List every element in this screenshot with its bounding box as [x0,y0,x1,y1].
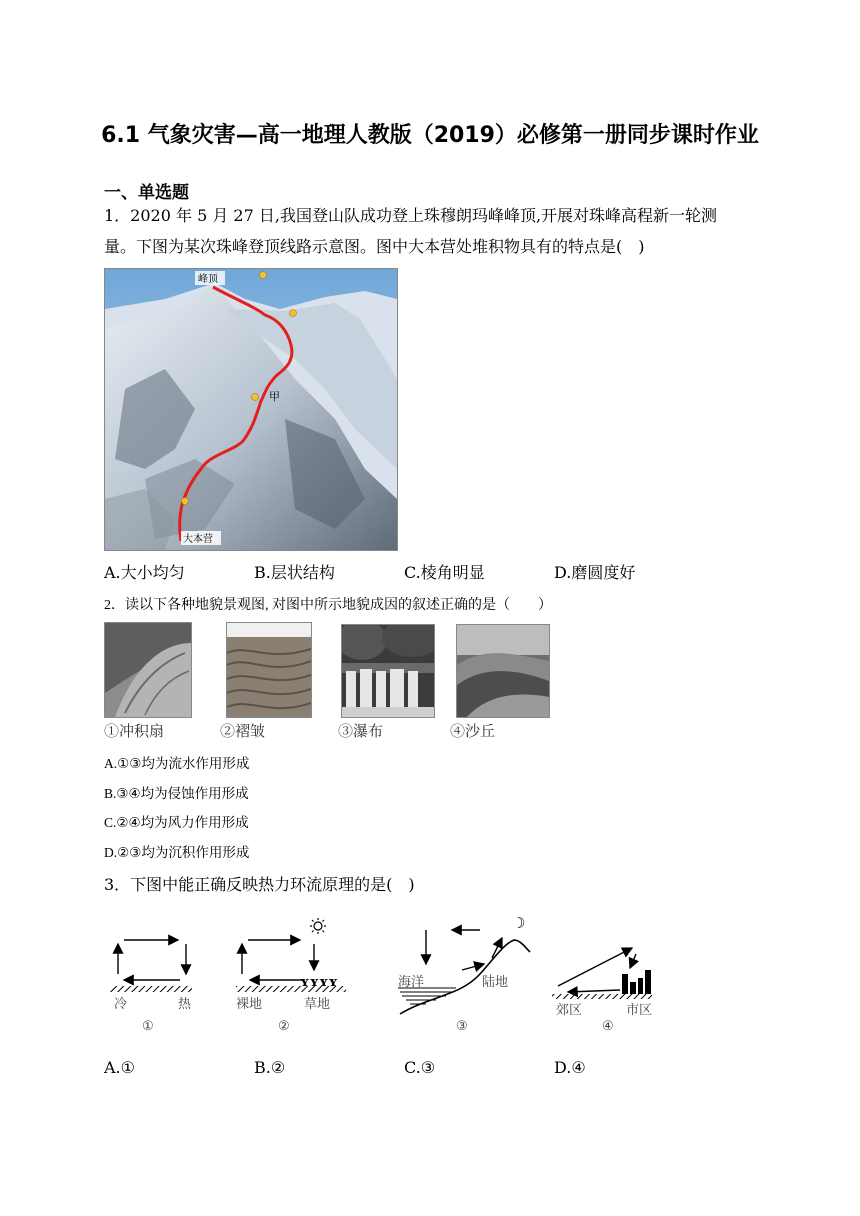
diagram-1-number: ① [142,1019,154,1034]
fold-image [227,623,311,717]
photo-fold [226,622,312,718]
diagram-2-right-label: 草地 [304,997,331,1012]
q3-option-b[interactable]: B.② [254,1058,286,1077]
q2-option-b[interactable]: B.③④均为侵蚀作用形成 [104,786,249,801]
page-title: 6.1 气象灾害—高一地理人教版（2019）必修第一册同步课时作业 [101,123,759,148]
q2-option-a[interactable]: A.①③均为流水作用形成 [104,756,250,771]
q3-option-a[interactable]: A.① [104,1058,135,1077]
caption-alluvial-fan: ①冲积扇 [104,722,165,740]
sun-icon [310,918,326,934]
q1-option-c[interactable]: C.棱角明显 [404,563,485,582]
everest-route-map [104,268,398,551]
diagram-1-left-label: 冷 [114,997,128,1012]
diagram-3-right-label: 陆地 [482,975,509,990]
grass-icon: ʏʏʏʏ [300,975,338,990]
question-1-line-2: 量。下图为某次珠峰登顶线路示意图。图中大本营处堆积物具有的特点是( ) [104,237,645,256]
everest-route-illustration [105,269,397,550]
photo-sand-dune [456,624,550,718]
photo-waterfall [341,624,435,718]
question-3-stem: 3．下图中能正确反映热力环流原理的是( ) [104,875,415,894]
map-label-jia: 甲 [269,390,280,403]
thermal-circulation-diagrams [100,910,700,1040]
q1-option-a[interactable]: A.大小均匀 [104,563,185,582]
q1-option-b[interactable]: B.层状结构 [254,563,335,582]
diagram-2-left-label: 裸地 [236,997,263,1012]
diagram-4 [552,948,652,1034]
alluvial-fan-image [105,623,191,717]
diagram-4-left-label: 郊区 [556,1003,583,1018]
caption-waterfall: ③瀑布 [338,722,384,740]
waterfall-image [342,625,434,717]
q2-option-c[interactable]: C.②④均为风力作用形成 [104,815,249,830]
caption-fold: ②褶皱 [220,722,266,740]
map-label-peak: 峰顶 [198,274,218,285]
q2-option-d[interactable]: D.②③均为沉积作用形成 [104,845,250,860]
section-heading: 一、单选题 [104,183,189,203]
diagram-4-right-label: 市区 [626,1003,653,1018]
photo-alluvial-fan [104,622,192,718]
city-buildings-icon [622,970,651,994]
diagram-1-right-label: 热 [178,997,192,1012]
question-2-stem: 2．读以下各种地貌景观图, 对图中所示地貌成因的叙述正确的是（ ） [104,598,552,613]
diagram-1 [110,940,192,1034]
diagram-3 [398,914,530,1034]
question-1-stem [104,200,764,262]
q1-option-d[interactable]: D.磨圆度好 [554,563,636,582]
q3-option-c[interactable]: C.③ [404,1058,436,1077]
question-1-line-1: 1．2020 年 5 月 27 日,我国登山队成功登上珠穆朗玛峰峰顶,开展对珠峰高程新一轮测 [104,206,718,225]
q3-option-d[interactable]: D.④ [554,1058,586,1077]
diagram-3-left-label: 海洋 [398,975,425,990]
caption-sand-dune: ④沙丘 [450,722,496,740]
diagram-2-number: ② [278,1019,290,1034]
map-label-camp: 大本营 [183,534,213,545]
diagram-4-number: ④ [602,1019,614,1034]
sand-dune-image [457,625,549,717]
diagram-2 [236,918,346,1034]
moon-icon: ☽ [512,914,526,932]
diagram-3-number: ③ [456,1019,468,1034]
